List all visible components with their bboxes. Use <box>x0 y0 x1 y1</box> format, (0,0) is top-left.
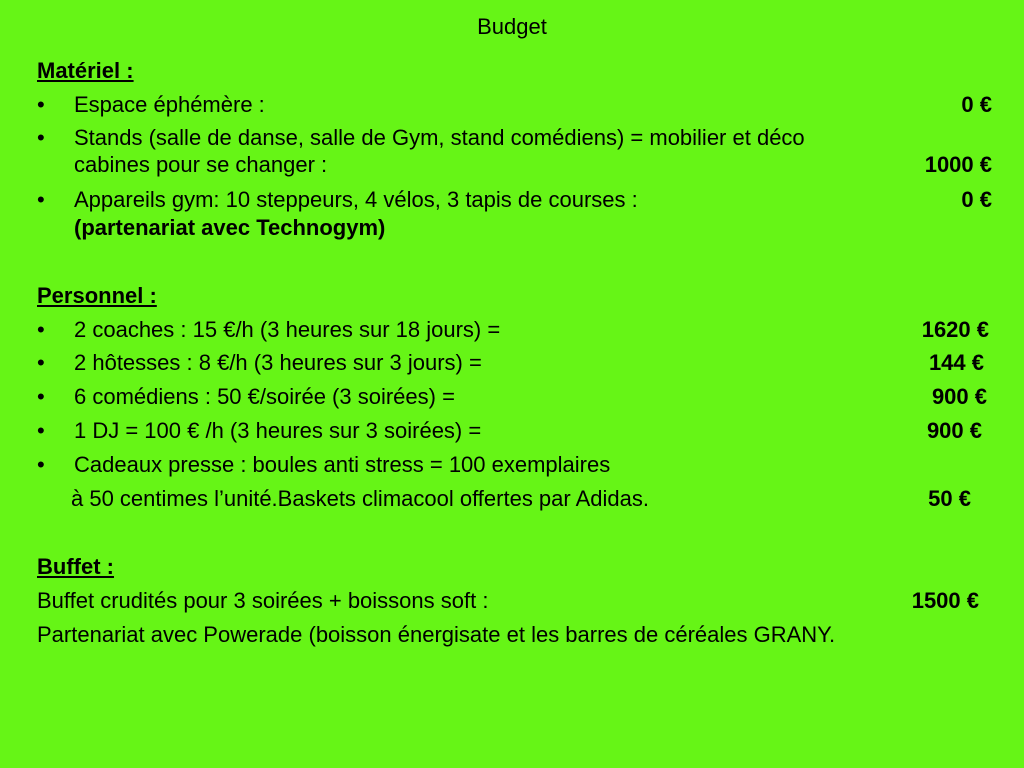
materiel-item-espace: Espace éphémère : <box>74 92 265 117</box>
personnel-item-cadeaux-cont: à 50 centimes l’unité.Baskets climacool offertes par Adidas. <box>71 486 650 511</box>
personnel-item-hotesses: 2 hôtesses : 8 €/h (3 heures sur 3 jours) = <box>74 350 482 375</box>
buffet-partner-line: Partenariat avec Powerade (boisson énergisate et les barres de céréales GRANY. <box>37 622 836 647</box>
bullet-icon: • <box>37 92 45 117</box>
materiel-amount-stands: 1000 € <box>924 152 992 177</box>
buffet-amount: 1500 € <box>911 588 979 613</box>
personnel-item-coaches: 2 coaches : 15 €/h (3 heures sur 18 jours) = <box>74 317 501 342</box>
personnel-amount-dj: 900 € <box>926 418 982 443</box>
materiel-item-appareils-partner: (partenariat avec Technogym) <box>74 215 386 240</box>
section-heading-buffet: Buffet : <box>37 554 114 579</box>
bullet-icon: • <box>37 452 45 477</box>
materiel-item-stands: Stands (salle de danse, salle de Gym, stand comédiens) = mobilier et déco <box>74 125 805 150</box>
bullet-icon: • <box>37 384 45 409</box>
personnel-amount-comediens: 900 € <box>931 384 987 409</box>
slide-title: Budget <box>477 14 547 39</box>
personnel-amount-coaches: 1620 € <box>921 317 989 342</box>
bullet-icon: • <box>37 125 45 150</box>
section-heading-personnel: Personnel : <box>37 283 157 308</box>
buffet-line: Buffet crudités pour 3 soirées + boissons soft : <box>37 588 489 613</box>
bullet-icon: • <box>37 418 45 443</box>
bullet-icon: • <box>37 187 45 212</box>
personnel-item-dj: 1 DJ = 100 € /h (3 heures sur 3 soirées) = <box>74 418 482 443</box>
section-heading-materiel: Matériel : <box>37 58 134 83</box>
materiel-item-stands-cont: cabines pour se changer : <box>74 152 328 177</box>
personnel-amount-cadeaux: 50 € <box>928 486 971 511</box>
materiel-amount-appareils: 0 € <box>961 187 992 212</box>
materiel-amount-espace: 0 € <box>961 92 992 117</box>
personnel-item-cadeaux: Cadeaux presse : boules anti stress = 100 exemplaires <box>74 452 611 477</box>
bullet-icon: • <box>37 317 45 342</box>
personnel-amount-hotesses: 144 € <box>928 350 984 375</box>
bullet-icon: • <box>37 350 45 375</box>
materiel-item-appareils: Appareils gym: 10 steppeurs, 4 vélos, 3 tapis de courses : <box>74 187 638 212</box>
personnel-item-comediens: 6 comédiens : 50 €/soirée (3 soirées) = <box>74 384 455 409</box>
